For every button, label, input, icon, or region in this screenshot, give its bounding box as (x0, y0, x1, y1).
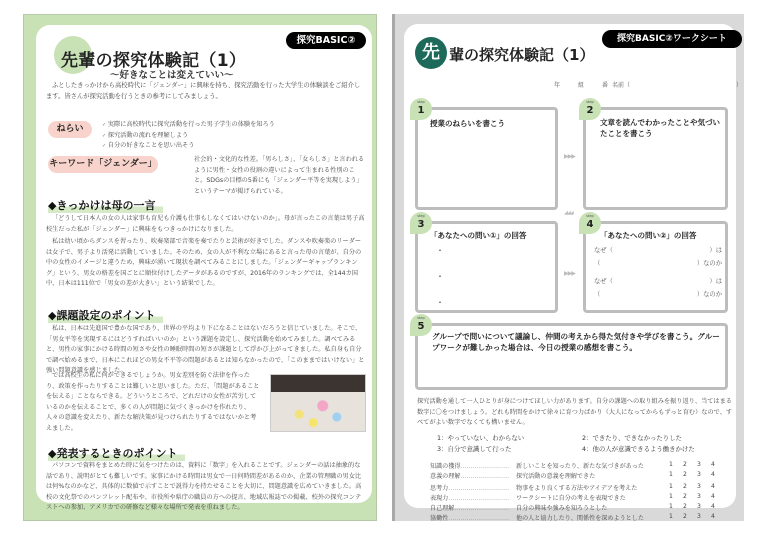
aim-list (102, 120, 275, 152)
scale-legend-2: 2：できたり、できなかったりした (582, 434, 682, 442)
article-title: 先輩の探究体験記（1） (61, 51, 247, 71)
rating-option[interactable]: 4 (711, 513, 715, 520)
article-panel (36, 25, 372, 511)
rating-option[interactable]: 1 (669, 483, 673, 490)
number-field[interactable]: 番 (602, 82, 609, 89)
year-field[interactable]: 年 (554, 82, 561, 89)
reason-row[interactable]: （ ）なのか (594, 291, 722, 298)
rating-option[interactable]: 2 (683, 513, 687, 520)
bullet-line[interactable]: ・ (436, 272, 444, 281)
rating-option[interactable]: 3 (697, 483, 701, 490)
step-5-answer-box[interactable] (415, 323, 728, 390)
article-subtitle: ～好きなことは変えていい～ (110, 70, 234, 81)
rating-option[interactable]: 3 (697, 471, 701, 478)
section-paragraph: 私は幼い頃からダンスを習ったり、吹奏楽部で音楽を奏でたりと芸術が好きでした。ダンスや吹奏楽のリーダーは女子で、男子より活発に活動していました。そのため、女の人が不利な立場にあると言った母の言葉が、自分の中の女性のイメージと違うため、興味が湧いて現状を調べてみることにしました。「ジェンダーギャップランキング」という、男女の格差を国ごとに順位付けしたデータがあるのですが、2016年のランキングでは、全144カ国中、日本は111位で「男女の差が大きい」という結果でした。 (46, 238, 362, 287)
rating-option[interactable]: 3 (697, 493, 701, 500)
step-4-answer-box[interactable] (583, 221, 728, 313)
reason-row[interactable]: （ ）なのか (594, 260, 722, 267)
rating-option[interactable]: 4 (711, 503, 715, 510)
rating-option[interactable]: 1 (669, 513, 673, 520)
rating-option[interactable]: 4 (711, 483, 715, 490)
arrow-right-icon: ▶▶▶ (564, 270, 575, 277)
rating-option[interactable]: 1 (669, 503, 673, 510)
rating-option[interactable]: 2 (683, 461, 687, 468)
rating-option[interactable]: 3 (697, 503, 701, 510)
eval-row: 思考力 …………………………… 物事をより良くする方法やアイデアを考えた 1 2 3 4 (430, 483, 730, 493)
step-3-title: 「あなたへの問い①」の回答 (430, 231, 527, 240)
title-first-char-badge: 先 (415, 37, 447, 69)
section-paragraph: では高校生の私に何ができるでしょうか。男女差別を防ぐ法律を作ったり、政策を作ったりすることは難しいと思いました。ただ、「問題があることを伝える」ことならできる。どういうところで、どれだけの女性が苦労しているのかを伝えることで、多くの人が問題に気づくきっかけを作れたり、人々の意識を変えたり、新たな解決策が見つけられたりするではないかと考えました。 (46, 372, 260, 432)
step-2-answer-box[interactable] (583, 107, 728, 210)
step-5-title: グループで問いについて議論し、仲間の考えから得た気付きや学びを書こう。グループワークが難しかった場合は、今日の授業の感想を書こう。 (432, 332, 720, 352)
scale-legend-4: 4：他の人が意識できるよう働きかけた (582, 445, 695, 453)
step-2-title: 文章を読んでわかったことや気づいたことを書こう (600, 118, 720, 138)
step-3-badge: step 3 (410, 212, 432, 234)
rating-option[interactable]: 4 (711, 461, 715, 468)
rating-option[interactable]: 3 (697, 513, 701, 520)
bullet-line[interactable]: ・ (436, 298, 444, 307)
name-field-close: ） (736, 82, 743, 89)
rating-option[interactable]: 2 (683, 471, 687, 478)
rating-option[interactable]: 2 (683, 503, 687, 510)
keyword-label: キーワード「ジェンダー」 (48, 156, 158, 173)
keyword-definition: 社会的・文化的な性差。「男らしさ」、「女らしさ」と言われるように男性・女性の役割の違いによって生まれる性別のこと。SDGsの目標の5番にも「ジェンダー平等を実現しよう」というテーマが掲げられている。 (194, 156, 365, 195)
aim-item: ✓ 実際に高校時代に探究活動を行った男子学生の体験を知ろう (102, 120, 275, 131)
eval-row: 協働性 …………………………… 他の人と協力したり、関係性を深めようとした 1 2 3 4 (430, 513, 730, 523)
worksheet-title: 輩の探究体験記（1） (449, 46, 595, 64)
bullet-line[interactable]: ・ (436, 246, 444, 255)
step-5-badge: step 5 (410, 314, 432, 336)
group-work-photo (270, 374, 366, 432)
why-row[interactable]: なぜ（ ）は (594, 247, 722, 254)
eval-row: 表現力 …………………………… ワークシートに自分の考えを表現できた 1 2 3 4 (430, 493, 730, 503)
series-badge: 探究BASIC② (286, 32, 366, 49)
section-paragraph: 私は、日本は先進国で豊かな国であり、世界の平均より下になることはないだろうと信じていました。そこで、「男女平等を実現するにはどうすればいいのか」という課題を設定し、探究活動を始めてみました。調べてみると、男性の家事にかける時間の短さや女性の睡眠時間の短さが課題として浮かび上がってきました。私自身も自分で調べ始めるまで、日本にこれほどの男女不平等の問題があるとは知らなかったので、「このままではいけない」と強い問題意識を感じました。 (46, 325, 365, 374)
section-heading: ◆きっかけは母の一言 (48, 197, 163, 213)
article-intro: ふとしたきっかけから高校時代に「ジェンダー」に興味を持ち、探究活動を行った大学生の体験談をご紹介します。皆さんが探究活動を行うときの参考にしてみましょう。 (46, 82, 361, 100)
class-field[interactable]: 組 (578, 82, 585, 89)
worksheet-page (392, 14, 744, 521)
aim-item: ✓ 自分の好きなことを思い出そう (102, 141, 275, 152)
rating-option[interactable]: 1 (669, 493, 673, 500)
rating-option[interactable]: 3 (697, 461, 701, 468)
arrow-right-icon: ▶▶▶ (564, 153, 575, 160)
section-paragraph: 「どうして日本人の女の人は家事も育児も介護も仕事もしなくてはいけないのか」。母が言ったこの言葉は男子高校生だった私が「ジェンダー」に興味をもつきっかけになりました。 (46, 215, 365, 233)
scale-legend-3: 3：自分で意識して行った (437, 445, 512, 453)
step-4-title: 「あなたへの問い②」の回答 (600, 231, 697, 240)
rating-option[interactable]: 2 (683, 483, 687, 490)
scale-legend-1: 1：やっていない、わからない (437, 434, 525, 442)
eval-row: 自己理解 …………………………… 自分の興味や強みを知ろうとした 1 2 3 4 (430, 503, 730, 513)
aim-label: ねらい (48, 121, 92, 138)
step-3-answer-box[interactable] (415, 221, 558, 313)
step-4-badge: step 4 (579, 212, 601, 234)
section-heading: ◆発表するときのポイント (48, 445, 185, 461)
rating-option[interactable]: 1 (669, 471, 673, 478)
name-field[interactable]: 名前（ (612, 82, 631, 89)
step-1-badge: step 1 (410, 98, 432, 120)
self-evaluation-intro: 探究活動を通して一人ひとりが身につけてほしい力があります。自分の課題への取り組みを振り返り、当てはまる数字に〇をつけましょう。どれも時間をかけて徐々に育つ力ばかり（大人になってからもずっと育む）なので、すべてがよい数字でなくても構いません。 (417, 398, 733, 426)
aim-item: ✓ 探究活動の流れを理解しよう (102, 131, 275, 142)
rating-option[interactable]: 4 (711, 493, 715, 500)
rating-option[interactable]: 4 (711, 471, 715, 478)
worksheet-badge: 探究BASIC②ワークシート (602, 30, 742, 48)
worksheet-panel (404, 24, 743, 522)
step-1-answer-box[interactable] (415, 107, 558, 210)
arrow-diagonal-icon: ◢◢◢ (564, 210, 573, 216)
section-heading: ◆課題設定のポイント (48, 307, 163, 323)
eval-row: 知識の獲得 …………………………… 新しいことを知ったり、新たな気づきがあった 1 2 3 4 (430, 461, 730, 471)
article-page (23, 14, 377, 521)
step-1-title: 授業のねらいを書こう (430, 119, 505, 128)
why-row[interactable]: なぜ（ ）は (594, 278, 722, 285)
step-2-badge: step 2 (579, 98, 601, 120)
eval-row: 意義の理解 …………………………… 探究活動の意義を理解できた 1 2 3 4 (430, 471, 730, 481)
rating-option[interactable]: 2 (683, 493, 687, 500)
rating-option[interactable]: 1 (669, 461, 673, 468)
section-paragraph: パソコンで資料をまとめた時に気をつけたのは、資料に「数字」を入れることです。ジェンダーの話は抽象的な話であり、説明がとても難しいです。家事にかける時間は男女で一日何時間差があるのか、企業の管理職の男女比は何%なのかなど、具体的に数値で示すことで説得力を持たせることを大切に、問題意識を広めていきました。高校の文化祭でのパンフレット配布や、市役所や県庁の職員の方への提言、地域広報誌での掲載、校外の探究コンテストへの参加、アメリカでの研修など様々な場所で発表を重ねました。 (46, 462, 362, 511)
